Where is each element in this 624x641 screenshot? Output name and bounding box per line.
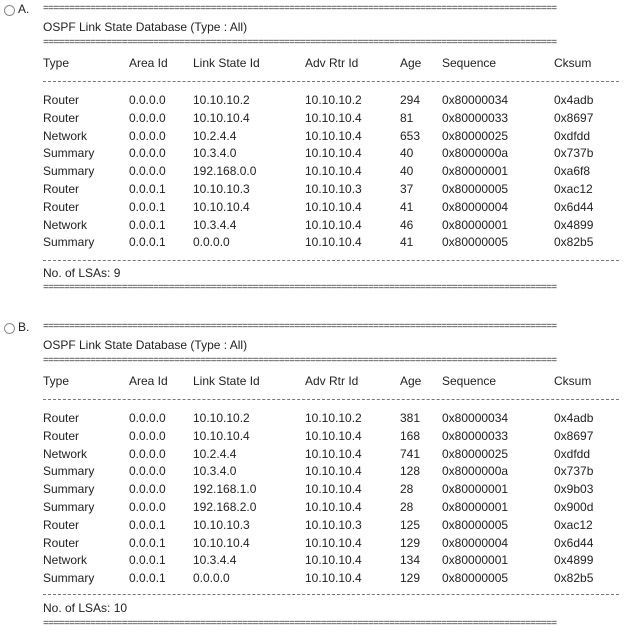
- separator-dashed: [43, 399, 619, 400]
- cell-adv-rtr-id: 10.10.10.2: [305, 411, 362, 425]
- cell-area-id: 0.0.0.1: [129, 235, 166, 250]
- cell-type: Router: [43, 411, 80, 425]
- separator-top: ==================================================================================================: [43, 322, 557, 332]
- cell-sequence: 0x80000025: [442, 446, 509, 461]
- cell-area-id: 0.0.0.0: [129, 128, 166, 143]
- cell-area-id: 0.0.0.1: [129, 199, 166, 214]
- cell-type: Router: [43, 93, 80, 107]
- table-header-row: [0, 373, 624, 389]
- col-header-link-state-id: Link State Id: [193, 56, 260, 70]
- cell-type: Summary: [43, 164, 95, 179]
- cell-adv-rtr-id: 10.10.10.4: [305, 128, 362, 143]
- cell-link-state-id: 10.10.10.2: [193, 411, 250, 425]
- cell-link-state-id: 10.10.10.4: [193, 428, 250, 443]
- table-row: [0, 217, 624, 233]
- cell-area-id: 0.0.0.0: [129, 482, 166, 497]
- cell-adv-rtr-id: 10.10.10.4: [305, 199, 362, 214]
- cell-link-state-id: 10.10.10.2: [193, 93, 250, 107]
- cell-link-state-id: 10.10.10.3: [193, 517, 250, 532]
- option-a-letter: A.: [18, 2, 30, 16]
- col-header-adv-rtr-id: Adv Rtr Id: [305, 56, 359, 70]
- cell-type: Network: [43, 128, 88, 143]
- cell-type: Network: [43, 446, 88, 461]
- cell-adv-rtr-id: 10.10.10.4: [305, 164, 362, 179]
- cell-link-state-id: 10.10.10.4: [193, 110, 250, 125]
- table-row: [0, 234, 624, 250]
- cell-sequence: 0x80000033: [442, 428, 509, 443]
- col-header-cksum: Cksum: [554, 374, 592, 388]
- cell-age: 134: [400, 553, 421, 568]
- cell-cksum: 0x6d44: [554, 199, 594, 214]
- table-row: [0, 128, 624, 144]
- cell-sequence: 0x80000005: [442, 517, 509, 532]
- cell-link-state-id: 10.3.4.0: [193, 146, 237, 161]
- cell-area-id: 0.0.0.1: [129, 182, 166, 196]
- cell-cksum: 0x6d44: [554, 535, 594, 550]
- cell-link-state-id: 0.0.0.0: [193, 235, 230, 250]
- table-row: [0, 163, 624, 179]
- cell-sequence: 0x80000001: [442, 217, 509, 232]
- cell-age: 381: [400, 411, 421, 425]
- cell-cksum: 0x4899: [554, 553, 594, 568]
- col-header-age: Age: [400, 374, 422, 388]
- cell-area-id: 0.0.0.0: [129, 93, 166, 107]
- col-header-cksum: Cksum: [554, 56, 592, 70]
- cell-age: 81: [400, 110, 414, 125]
- cell-age: 41: [400, 199, 414, 214]
- cell-sequence: 0x80000033: [442, 110, 509, 125]
- col-header-type: Type: [43, 56, 70, 70]
- cell-cksum: 0x4adb: [554, 411, 594, 425]
- cell-type: Router: [43, 199, 80, 214]
- cell-cksum: 0x4899: [554, 217, 594, 232]
- cell-cksum: 0x82b5: [554, 235, 594, 250]
- cell-age: 40: [400, 164, 414, 179]
- cell-sequence: 0x80000005: [442, 235, 509, 250]
- table-title: OSPF Link State Database (Type : All): [43, 20, 248, 34]
- table-row: [0, 428, 624, 444]
- cell-cksum: 0xa6f8: [554, 164, 591, 179]
- cell-link-state-id: 10.3.4.0: [193, 464, 237, 479]
- table-row: [0, 446, 624, 462]
- cell-type: Router: [43, 517, 80, 532]
- cell-cksum: 0x82b5: [554, 571, 594, 586]
- cell-link-state-id: 10.10.10.4: [193, 199, 250, 214]
- option-b-radio[interactable]: [4, 323, 15, 334]
- cell-type: Network: [43, 553, 88, 568]
- cell-link-state-id: 192.168.0.0: [193, 164, 257, 179]
- cell-adv-rtr-id: 10.10.10.4: [305, 535, 362, 550]
- cell-area-id: 0.0.0.1: [129, 571, 166, 586]
- cell-sequence: 0x80000005: [442, 182, 509, 196]
- cell-sequence: 0x80000034: [442, 93, 509, 107]
- cell-age: 40: [400, 146, 414, 161]
- cell-adv-rtr-id: 10.10.10.4: [305, 571, 362, 586]
- table-row: [0, 463, 624, 479]
- cell-type: Summary: [43, 482, 95, 497]
- table-row: [0, 110, 624, 126]
- cell-type: Summary: [43, 146, 95, 161]
- col-header-area-id: Area Id: [129, 374, 168, 388]
- cell-age: 294: [400, 93, 421, 107]
- col-header-age: Age: [400, 56, 422, 70]
- cell-area-id: 0.0.0.0: [129, 464, 166, 479]
- cell-cksum: 0xac12: [554, 517, 593, 532]
- col-header-sequence: Sequence: [442, 56, 497, 70]
- cell-age: 28: [400, 482, 414, 497]
- col-header-link-state-id: Link State Id: [193, 374, 260, 388]
- cell-type: Router: [43, 182, 80, 196]
- cell-area-id: 0.0.0.1: [129, 535, 166, 550]
- cell-age: 129: [400, 535, 421, 550]
- cell-adv-rtr-id: 10.10.10.4: [305, 110, 362, 125]
- cell-age: 168: [400, 428, 421, 443]
- cell-type: Router: [43, 110, 80, 125]
- cell-link-state-id: 192.168.1.0: [193, 482, 257, 497]
- cell-cksum: 0x737b: [554, 464, 594, 479]
- cell-age: 41: [400, 235, 414, 250]
- cell-adv-rtr-id: 10.10.10.4: [305, 146, 362, 161]
- table-row: [0, 92, 624, 108]
- separator-header-top: ==================================================================================================: [43, 38, 557, 48]
- cell-age: 653: [400, 128, 421, 143]
- cell-link-state-id: 10.3.4.4: [193, 553, 237, 568]
- cell-area-id: 0.0.0.0: [129, 446, 166, 461]
- option-b-letter: B.: [18, 320, 30, 334]
- cell-cksum: 0xac12: [554, 182, 593, 196]
- cell-cksum: 0x4adb: [554, 93, 594, 107]
- table-header-row: [0, 55, 624, 71]
- cell-sequence: 0x80000034: [442, 411, 509, 425]
- cell-link-state-id: 0.0.0.0: [193, 571, 230, 586]
- cell-sequence: 0x80000004: [442, 199, 509, 214]
- cell-age: 46: [400, 217, 414, 232]
- cell-cksum: 0x737b: [554, 146, 594, 161]
- cell-type: Router: [43, 535, 80, 550]
- cell-age: 37: [400, 182, 414, 196]
- separator-bottom: ==================================================================================================: [43, 283, 557, 293]
- table-row: [0, 410, 624, 426]
- separator-dashed: [43, 594, 619, 595]
- separator-dashed: [43, 81, 619, 82]
- cell-cksum: 0xdfdd: [554, 128, 591, 143]
- cell-sequence: 0x80000005: [442, 571, 509, 586]
- cell-link-state-id: 192.168.2.0: [193, 500, 257, 514]
- cell-adv-rtr-id: 10.10.10.4: [305, 235, 362, 250]
- table-title: OSPF Link State Database (Type : All): [43, 338, 248, 352]
- cell-adv-rtr-id: 10.10.10.4: [305, 428, 362, 443]
- cell-link-state-id: 10.2.4.4: [193, 128, 237, 143]
- cell-area-id: 0.0.0.1: [129, 553, 166, 568]
- cell-age: 741: [400, 446, 421, 461]
- cell-adv-rtr-id: 10.10.10.2: [305, 93, 362, 107]
- lsa-count: No. of LSAs: 9: [43, 266, 121, 280]
- cell-sequence: 0x80000001: [442, 553, 509, 568]
- table-row: [0, 199, 624, 215]
- col-header-sequence: Sequence: [442, 374, 497, 388]
- cell-age: 129: [400, 571, 421, 586]
- cell-type: Summary: [43, 235, 95, 250]
- cell-sequence: 0x80000001: [442, 500, 509, 514]
- table-row: [0, 552, 624, 568]
- cell-sequence: 0x80000001: [442, 482, 509, 497]
- col-header-adv-rtr-id: Adv Rtr Id: [305, 374, 359, 388]
- cell-sequence: 0x8000000a: [442, 464, 509, 479]
- cell-age: 128: [400, 464, 421, 479]
- cell-area-id: 0.0.0.0: [129, 428, 166, 443]
- cell-area-id: 0.0.0.1: [129, 217, 166, 232]
- cell-cksum: 0x8697: [554, 428, 594, 443]
- cell-type: Summary: [43, 571, 95, 586]
- separator-top: ==================================================================================================: [43, 4, 557, 14]
- cell-cksum: 0x9b03: [554, 482, 594, 497]
- cell-cksum: 0xdfdd: [554, 446, 591, 461]
- col-header-area-id: Area Id: [129, 56, 168, 70]
- cell-link-state-id: 10.10.10.3: [193, 182, 250, 196]
- table-row: [0, 570, 624, 586]
- cell-adv-rtr-id: 10.10.10.4: [305, 217, 362, 232]
- cell-sequence: 0x80000001: [442, 164, 509, 179]
- cell-type: Summary: [43, 500, 95, 514]
- cell-type: Network: [43, 217, 88, 232]
- col-header-type: Type: [43, 374, 70, 388]
- cell-adv-rtr-id: 10.10.10.4: [305, 482, 362, 497]
- cell-area-id: 0.0.0.0: [129, 164, 166, 179]
- cell-area-id: 0.0.0.1: [129, 517, 166, 532]
- table-row: [0, 145, 624, 161]
- separator-header-top: ==================================================================================================: [43, 356, 557, 366]
- cell-type: Summary: [43, 464, 95, 479]
- cell-sequence: 0x80000004: [442, 535, 509, 550]
- table-row: [0, 481, 624, 497]
- separator-bottom: ==================================================================================================: [43, 619, 557, 629]
- option-a-radio[interactable]: [4, 5, 15, 16]
- cell-area-id: 0.0.0.0: [129, 500, 166, 514]
- cell-area-id: 0.0.0.0: [129, 146, 166, 161]
- lsa-count: No. of LSAs: 10: [43, 601, 128, 615]
- separator-dashed: [43, 260, 619, 261]
- cell-type: Router: [43, 428, 80, 443]
- table-row: [0, 499, 624, 515]
- cell-adv-rtr-id: 10.10.10.4: [305, 500, 362, 514]
- cell-cksum: 0x900d: [554, 500, 594, 514]
- cell-adv-rtr-id: 10.10.10.4: [305, 553, 362, 568]
- cell-adv-rtr-id: 10.10.10.3: [305, 182, 362, 196]
- cell-cksum: 0x8697: [554, 110, 594, 125]
- cell-adv-rtr-id: 10.10.10.4: [305, 464, 362, 479]
- cell-area-id: 0.0.0.0: [129, 411, 166, 425]
- cell-sequence: 0x8000000a: [442, 146, 509, 161]
- cell-link-state-id: 10.3.4.4: [193, 217, 237, 232]
- table-row: [0, 535, 624, 551]
- cell-link-state-id: 10.10.10.4: [193, 535, 250, 550]
- cell-age: 28: [400, 500, 414, 514]
- cell-adv-rtr-id: 10.10.10.3: [305, 517, 362, 532]
- cell-sequence: 0x80000025: [442, 128, 509, 143]
- cell-age: 125: [400, 517, 421, 532]
- table-row: [0, 181, 624, 197]
- cell-link-state-id: 10.2.4.4: [193, 446, 237, 461]
- table-row: [0, 517, 624, 533]
- cell-area-id: 0.0.0.0: [129, 110, 166, 125]
- cell-adv-rtr-id: 10.10.10.4: [305, 446, 362, 461]
